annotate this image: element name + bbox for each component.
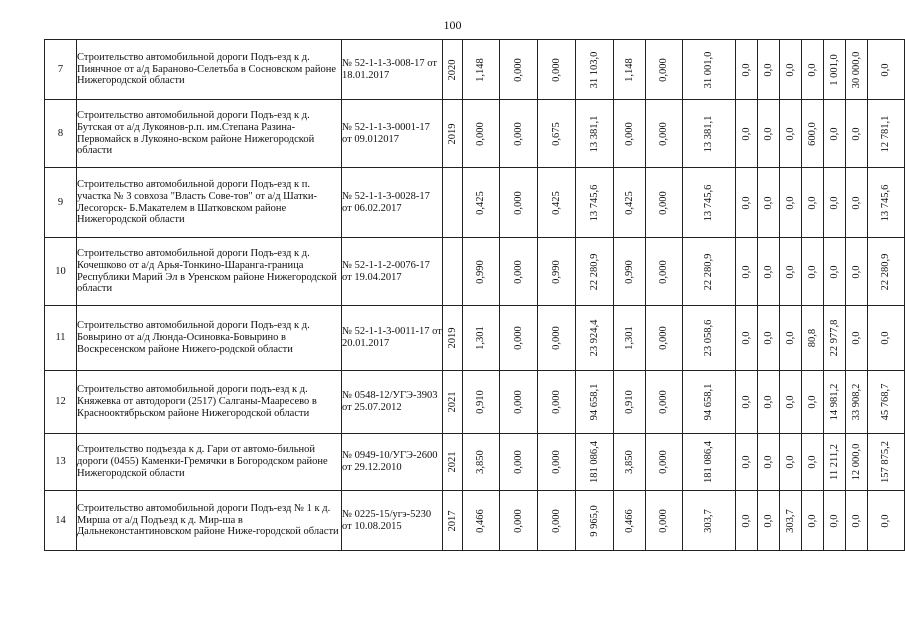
- value-cell: [576, 371, 614, 434]
- table-body: [45, 40, 905, 551]
- value-cell: [824, 371, 846, 434]
- value-cell: [846, 306, 868, 371]
- value-text: 3,850: [623, 450, 635, 474]
- object-name: Строительство автомобильной дороги Подъ-езд к д. Пиянчное от а/д Бараново-Селетьба в Сосновском районе Нижегородской области: [77, 40, 342, 100]
- value-text: 0,0: [784, 62, 796, 77]
- value-text: 1,301: [475, 326, 487, 350]
- value-text: 0,0: [784, 195, 796, 210]
- expertise-document: № 52-1-1-3-0001-17 от 09.012017: [342, 100, 443, 168]
- value-text: 303,7: [784, 508, 796, 533]
- value-cell: [500, 371, 538, 434]
- value-cell: [576, 434, 614, 491]
- value-text: 0,000: [512, 508, 524, 533]
- value-text: 0,675: [550, 121, 562, 146]
- value-cell: [683, 371, 736, 434]
- value-cell: [683, 491, 736, 551]
- value-cell: [463, 434, 500, 491]
- value-text: 31 001,0: [703, 51, 715, 88]
- value-cell: [500, 434, 538, 491]
- value-cell: [868, 168, 905, 238]
- value-text: 0,0: [880, 62, 892, 77]
- value-text: 3,850: [475, 450, 487, 474]
- value-text: 94 658,1: [703, 383, 715, 421]
- value-text: 33 908,2: [850, 383, 862, 421]
- value-text: 0,000: [623, 121, 635, 146]
- value-text: 0,000: [550, 57, 562, 82]
- value-text: 1,301: [623, 326, 635, 350]
- value-text: 0,0: [806, 513, 818, 528]
- value-cell: [780, 491, 802, 551]
- value-cell: [614, 306, 646, 371]
- value-cell: [758, 306, 780, 371]
- value-cell: [463, 306, 500, 371]
- value-text: 0,0: [740, 513, 752, 528]
- value-cell: [500, 40, 538, 100]
- value-text: 1,148: [475, 57, 487, 82]
- value-cell: [780, 168, 802, 238]
- value-cell: [683, 238, 736, 306]
- value-text: 13 745,6: [588, 184, 600, 221]
- value-text: 0,000: [658, 390, 670, 414]
- value-text: 0,0: [740, 264, 752, 279]
- value-text: 0,000: [512, 121, 524, 146]
- value-cell: [736, 306, 758, 371]
- value-cell: [868, 491, 905, 551]
- value-text: 0,0: [880, 513, 892, 528]
- row-number: 8: [45, 100, 77, 168]
- value-cell: [736, 168, 758, 238]
- value-cell: [614, 100, 646, 168]
- expertise-document: № 52-1-1-2-0076-17 от 19.04.2017: [342, 238, 443, 306]
- completion-year: [443, 491, 463, 551]
- value-cell: [802, 40, 824, 100]
- value-cell: [736, 100, 758, 168]
- object-name: Строительство автомобильной дороги Подъ-езд к д. Кочешково от а/д Арья-Тонкино-Шаранга-граница Республики Марий Эл в Уренском районе Нижегородской области: [77, 238, 342, 306]
- value-cell: [683, 168, 736, 238]
- value-text: 0,000: [658, 190, 670, 215]
- value-cell: [538, 306, 576, 371]
- value-cell: [824, 434, 846, 491]
- value-text: 0,0: [762, 126, 774, 141]
- completion-year-value: 2019: [446, 123, 458, 144]
- value-text: 13 381,1: [703, 115, 715, 152]
- value-cell: [868, 371, 905, 434]
- value-text: 0,0: [762, 513, 774, 528]
- value-text: 0,0: [850, 195, 862, 210]
- value-text: 0,466: [623, 508, 635, 533]
- value-cell: [538, 238, 576, 306]
- value-cell: [758, 238, 780, 306]
- completion-year: [443, 100, 463, 168]
- value-text: 0,0: [740, 395, 752, 409]
- value-text: 0,910: [475, 390, 487, 414]
- row-number: 13: [45, 434, 77, 491]
- value-cell: [614, 491, 646, 551]
- value-text: 0,000: [658, 121, 670, 146]
- value-cell: [614, 168, 646, 238]
- value-text: 0,0: [828, 513, 840, 528]
- value-text: 0,000: [550, 326, 562, 350]
- value-text: 0,0: [806, 62, 818, 77]
- value-text: 0,0: [828, 126, 840, 141]
- value-cell: [780, 238, 802, 306]
- value-cell: [646, 100, 683, 168]
- value-cell: [614, 40, 646, 100]
- value-text: 12 000,0: [850, 443, 862, 481]
- value-cell: [758, 491, 780, 551]
- value-cell: [500, 100, 538, 168]
- value-cell: [500, 306, 538, 371]
- value-text: 0,0: [762, 331, 774, 345]
- value-cell: [736, 238, 758, 306]
- value-text: 0,0: [850, 513, 862, 528]
- value-text: 0,0: [762, 395, 774, 409]
- value-text: 0,0: [806, 264, 818, 279]
- value-text: 80,8: [806, 328, 818, 348]
- value-cell: [576, 491, 614, 551]
- value-cell: [538, 371, 576, 434]
- value-text: 0,0: [806, 395, 818, 409]
- value-cell: [846, 434, 868, 491]
- value-cell: [824, 100, 846, 168]
- value-cell: [868, 100, 905, 168]
- value-text: 23 924,4: [588, 319, 600, 357]
- object-name: Строительство автомобильной дороги Подъ-езд № 1 к д. Мирша от а/д Подъезд к д. Мир-ша в Дальнеконстантиновском районе Ниже-городской области: [77, 491, 342, 551]
- value-text: 22 977,8: [828, 319, 840, 357]
- value-cell: [736, 40, 758, 100]
- value-text: 0,000: [512, 390, 524, 414]
- value-cell: [824, 306, 846, 371]
- value-text: 0,000: [658, 57, 670, 82]
- value-text: 0,000: [512, 190, 524, 215]
- completion-year: [443, 40, 463, 100]
- value-text: 157 875,2: [880, 441, 892, 483]
- value-cell: [538, 100, 576, 168]
- value-cell: [500, 491, 538, 551]
- value-text: 22 280,9: [880, 253, 892, 290]
- value-cell: [780, 306, 802, 371]
- value-cell: [646, 306, 683, 371]
- value-cell: [683, 40, 736, 100]
- value-cell: [463, 100, 500, 168]
- road-construction-table: [44, 39, 905, 551]
- completion-year: [443, 306, 463, 371]
- value-cell: [463, 40, 500, 100]
- value-text: 22 280,9: [588, 253, 600, 290]
- value-cell: [758, 371, 780, 434]
- value-text: 0,0: [740, 331, 752, 345]
- completion-year: [443, 434, 463, 491]
- value-cell: [802, 238, 824, 306]
- value-cell: [868, 306, 905, 371]
- value-text: 0,000: [658, 450, 670, 474]
- value-cell: [538, 434, 576, 491]
- value-text: 0,0: [828, 195, 840, 210]
- expertise-document: № 52-1-1-3-008-17 от 18.01.2017: [342, 40, 443, 100]
- expertise-document: № 52-1-1-3-0028-17 от 06.02.2017: [342, 168, 443, 238]
- value-cell: [538, 168, 576, 238]
- table-row: [45, 100, 905, 168]
- completion-year: [443, 238, 463, 306]
- value-cell: [846, 168, 868, 238]
- value-cell: [683, 434, 736, 491]
- value-cell: [824, 168, 846, 238]
- value-cell: [846, 100, 868, 168]
- value-cell: [758, 168, 780, 238]
- value-cell: [824, 238, 846, 306]
- value-text: 0,0: [762, 455, 774, 469]
- value-text: 13 381,1: [588, 115, 600, 152]
- expertise-document: № 0225-15/угэ-5230 от 10.08.2015: [342, 491, 443, 551]
- table-row: [45, 238, 905, 306]
- object-name: Строительство автомобильной дороги подъ-езд к д. Княжевка от автодороги (2517) Салганы-Мааресево в Краснооктябрьском районе Нижегородской области: [77, 371, 342, 434]
- value-cell: [802, 168, 824, 238]
- value-text: 0,0: [762, 264, 774, 279]
- value-cell: [463, 168, 500, 238]
- table-row: [45, 491, 905, 551]
- page-number: 100: [443, 18, 462, 32]
- value-text: 30 000,0: [850, 51, 862, 88]
- value-cell: [758, 40, 780, 100]
- value-cell: [824, 40, 846, 100]
- value-text: 0,0: [784, 126, 796, 141]
- value-cell: [780, 40, 802, 100]
- value-cell: [576, 238, 614, 306]
- completion-year-value: 2020: [446, 59, 458, 80]
- expertise-document: № 0949-10/УГЭ-2600 от 29.12.2010: [342, 434, 443, 491]
- value-text: 13 745,6: [703, 184, 715, 221]
- value-text: 1,148: [623, 57, 635, 82]
- value-cell: [463, 491, 500, 551]
- completion-year-value: 2021: [446, 391, 458, 413]
- value-cell: [538, 40, 576, 100]
- value-cell: [646, 491, 683, 551]
- value-text: 0,0: [850, 126, 862, 141]
- object-name: Строительство подъезда к д. Гари от автомо-бильной дороги (0455) Каменки-Гремячки в Богородском районе Нижегородской области: [77, 434, 342, 491]
- expertise-document: № 52-1-1-3-0011-17 от 20.01.2017: [342, 306, 443, 371]
- value-cell: [683, 306, 736, 371]
- value-text: 0,0: [784, 264, 796, 279]
- value-cell: [758, 100, 780, 168]
- value-cell: [683, 100, 736, 168]
- value-cell: [802, 371, 824, 434]
- value-cell: [846, 238, 868, 306]
- value-cell: [736, 434, 758, 491]
- value-cell: [780, 100, 802, 168]
- value-cell: [846, 371, 868, 434]
- value-text: 0,0: [880, 331, 892, 345]
- value-text: 0,0: [784, 395, 796, 409]
- value-text: 0,000: [550, 508, 562, 533]
- row-number: 10: [45, 238, 77, 306]
- value-text: 1 001,0: [828, 53, 840, 86]
- value-text: 0,0: [740, 126, 752, 141]
- value-cell: [802, 100, 824, 168]
- table-row: [45, 371, 905, 434]
- value-text: 303,7: [703, 508, 715, 533]
- value-cell: [576, 306, 614, 371]
- value-cell: [576, 40, 614, 100]
- value-cell: [780, 434, 802, 491]
- completion-year-value: 2017: [446, 510, 458, 531]
- row-number: 7: [45, 40, 77, 100]
- value-cell: [463, 238, 500, 306]
- value-text: 0,910: [623, 390, 635, 414]
- value-text: 0,0: [784, 331, 796, 345]
- expertise-document: № 0548-12/УГЭ-3903 от 25.07.2012: [342, 371, 443, 434]
- value-text: 0,0: [762, 62, 774, 77]
- value-text: 0,000: [512, 259, 524, 284]
- value-cell: [576, 168, 614, 238]
- completion-year: [443, 168, 463, 238]
- value-cell: [646, 168, 683, 238]
- value-text: 0,0: [784, 455, 796, 469]
- value-text: 0,990: [623, 259, 635, 284]
- table-row: [45, 306, 905, 371]
- value-text: 0,000: [550, 390, 562, 414]
- value-cell: [500, 238, 538, 306]
- value-text: 181 086,4: [588, 441, 600, 483]
- value-text: 11 211,2: [828, 444, 840, 480]
- object-name: Строительство автомобильной дороги Подъ-езд к д. Бовырино от а/д Люнда-Осиновка-Бовырино в Воскресенском районе Нижего-родской области: [77, 306, 342, 371]
- value-text: 0,000: [512, 326, 524, 350]
- value-cell: [576, 100, 614, 168]
- row-number: 9: [45, 168, 77, 238]
- completion-year: [443, 371, 463, 434]
- value-cell: [646, 40, 683, 100]
- value-cell: [736, 491, 758, 551]
- value-text: 14 981,2: [828, 383, 840, 421]
- value-text: 0,000: [512, 450, 524, 474]
- value-text: 0,466: [475, 508, 487, 533]
- value-text: 12 781,1: [880, 115, 892, 152]
- value-cell: [538, 491, 576, 551]
- value-text: 23 058,6: [703, 319, 715, 357]
- value-cell: [758, 434, 780, 491]
- value-text: 181 086,4: [703, 441, 715, 483]
- value-text: 0,0: [740, 455, 752, 469]
- value-text: 45 768,7: [880, 383, 892, 421]
- table-row: [45, 40, 905, 100]
- value-cell: [646, 371, 683, 434]
- table-row: [45, 168, 905, 238]
- value-cell: [846, 40, 868, 100]
- value-text: 0,990: [475, 259, 487, 284]
- value-text: 31 103,0: [588, 51, 600, 88]
- table-row: [45, 434, 905, 491]
- value-text: 0,000: [658, 259, 670, 284]
- value-cell: [802, 306, 824, 371]
- value-cell: [614, 371, 646, 434]
- value-text: 13 745,6: [880, 184, 892, 221]
- value-cell: [868, 238, 905, 306]
- value-text: 0,0: [806, 195, 818, 210]
- value-text: 0,0: [740, 62, 752, 77]
- row-number: 12: [45, 371, 77, 434]
- value-text: 0,0: [850, 264, 862, 279]
- value-cell: [463, 371, 500, 434]
- value-text: 0,0: [740, 195, 752, 210]
- value-text: 0,0: [850, 331, 862, 345]
- value-text: 0,000: [550, 450, 562, 474]
- value-text: 0,425: [623, 190, 635, 215]
- row-number: 11: [45, 306, 77, 371]
- value-text: 0,000: [512, 57, 524, 82]
- value-text: 0,425: [550, 190, 562, 215]
- value-cell: [614, 434, 646, 491]
- value-text: 94 658,1: [588, 383, 600, 421]
- completion-year-value: 2019: [446, 327, 458, 349]
- value-cell: [780, 371, 802, 434]
- value-text: 0,0: [806, 455, 818, 469]
- value-cell: [614, 238, 646, 306]
- value-text: 0,0: [762, 195, 774, 210]
- value-cell: [802, 491, 824, 551]
- value-cell: [736, 371, 758, 434]
- value-cell: [802, 434, 824, 491]
- value-text: 0,425: [475, 190, 487, 215]
- object-name: Строительство автомобильной дороги Подъ-езд к п. участка № 3 совхоза "Власть Сове-тов" от а/д Шатки-Лесогорск- Б.Макателем в Шатковском районе Нижегородской области: [77, 168, 342, 238]
- value-text: 600,0: [806, 121, 818, 146]
- value-text: 0,0: [828, 264, 840, 279]
- value-cell: [824, 491, 846, 551]
- completion-year-value: 2021: [446, 451, 458, 473]
- value-text: 0,990: [550, 259, 562, 284]
- value-cell: [846, 491, 868, 551]
- value-cell: [646, 238, 683, 306]
- value-text: 0,000: [658, 508, 670, 533]
- value-text: 0,000: [475, 121, 487, 146]
- value-cell: [646, 434, 683, 491]
- object-name: Строительство автомобильной дороги Подъ-езд к д. Бутская от а/д Лукоянов-р.п. им.Степана Разина-Первомайск в Лукояно-вском районе Нижегородской области: [77, 100, 342, 168]
- value-text: 9 965,0: [588, 504, 600, 537]
- row-number: 14: [45, 491, 77, 551]
- value-cell: [868, 434, 905, 491]
- value-cell: [500, 168, 538, 238]
- value-text: 22 280,9: [703, 253, 715, 290]
- value-text: 0,000: [658, 326, 670, 350]
- value-cell: [868, 40, 905, 100]
